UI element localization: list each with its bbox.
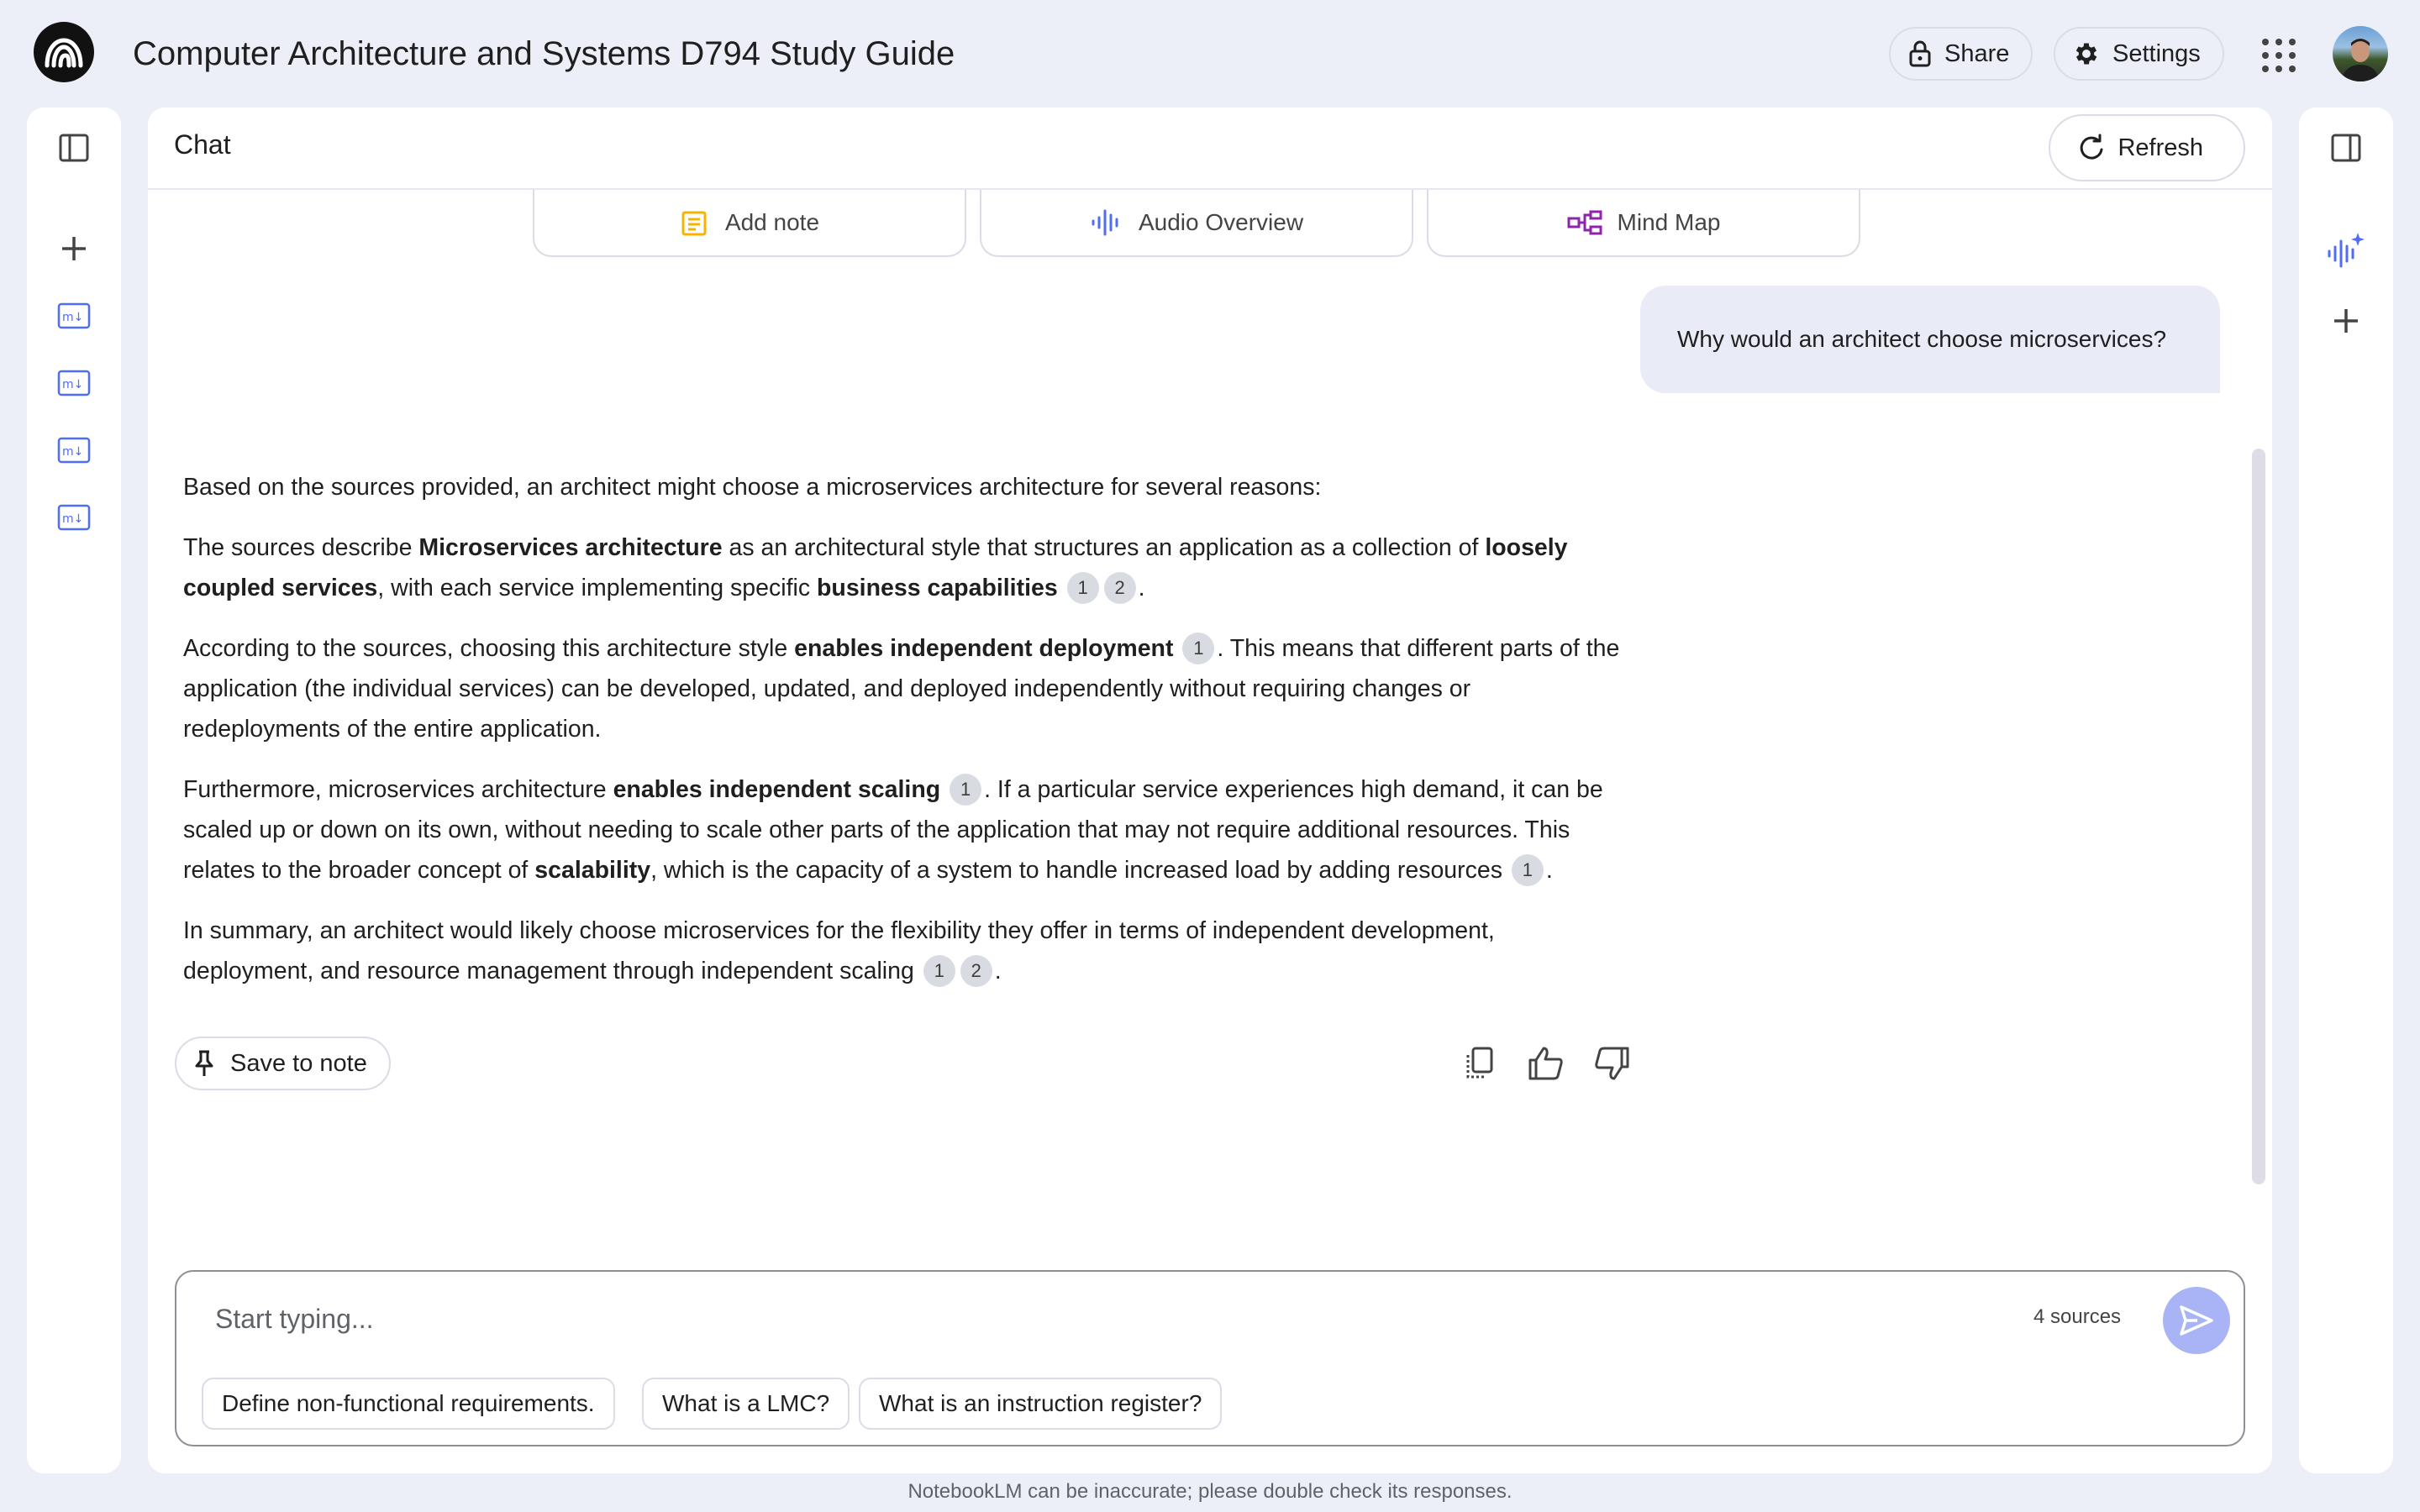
answer-bold-text: loosely coupled services	[183, 534, 1568, 601]
answer-paragraph	[183, 467, 1628, 507]
save-to-note-button[interactable]	[175, 1037, 391, 1090]
add-note-button[interactable]	[533, 190, 966, 257]
thumbs-up-icon[interactable]	[1526, 1043, 1566, 1084]
answer-text: . If a particular service experiences high demand, it can be scaled up or down on its own, without needing to scale other parts of the application that may not require additional resources. This relates to the broader concept of	[183, 776, 1603, 884]
sources-count: 4 sources	[2033, 1305, 2122, 1328]
share-button[interactable]	[1889, 27, 2033, 81]
chat-panel	[148, 108, 2272, 1473]
mind-map-label: Mind Map	[1617, 209, 1721, 235]
svg-text:m↓: m↓	[62, 378, 84, 391]
answer-text: Based on the sources provided, an architect might choose a microservices architecture for several reasons:	[183, 474, 1322, 501]
pin-icon	[192, 1049, 217, 1078]
answer-bold-text: enables independent scaling	[613, 776, 941, 803]
audio-overview-button[interactable]	[980, 190, 1413, 257]
send-icon	[2179, 1305, 2214, 1336]
avatar-photo	[2333, 26, 2388, 81]
chat-header	[148, 108, 2272, 190]
markdown-icon[interactable]	[55, 368, 92, 398]
answer-text: According to the sources, choosing this architecture style	[183, 635, 795, 662]
add-icon[interactable]	[55, 230, 92, 267]
sidebar-toggle-icon[interactable]	[55, 129, 92, 166]
citation-chip[interactable]: 2	[1104, 572, 1136, 604]
user-message-bubble	[1640, 286, 2220, 393]
settings-label: Settings	[2112, 39, 2201, 67]
answer-text: The sources describe	[183, 534, 419, 561]
markdown-icon[interactable]	[55, 301, 92, 331]
refresh-button[interactable]	[2049, 114, 2245, 181]
answer-text: , with each service implementing specific	[377, 575, 818, 601]
chat-input[interactable]	[215, 1297, 1938, 1341]
notebooklm-logo-icon	[44, 35, 84, 69]
answer-text: .	[1545, 857, 1553, 884]
note-icon	[680, 207, 710, 238]
disclaimer-text: NotebookLM can be inaccurate; please double check its responses.	[908, 1480, 1512, 1503]
add-note-label: Add note	[724, 209, 820, 235]
add-icon[interactable]	[2328, 302, 2365, 339]
copy-icon[interactable]	[1459, 1043, 1499, 1084]
mind-map-button[interactable]	[1427, 190, 1860, 257]
answer-paragraph	[183, 911, 1628, 991]
share-label: Share	[1944, 39, 2010, 67]
svg-text:m↓: m↓	[62, 311, 84, 324]
answer-bold-text: enables independent deployment	[794, 635, 1174, 662]
user-message-text: Why would an architect choose microservices?	[1677, 326, 2167, 352]
answer-paragraph	[183, 628, 1628, 749]
chat-title: Chat	[174, 129, 231, 160]
thumbs-down-icon[interactable]	[1591, 1043, 1632, 1084]
right-sidebar	[2299, 108, 2393, 1473]
sidebar-toggle-icon[interactable]	[2328, 129, 2365, 166]
answer-bold-text: Microservices architecture	[418, 534, 723, 561]
citation-chip[interactable]: 1	[950, 774, 981, 806]
citation-chip[interactable]: 1	[1512, 854, 1544, 886]
chat-scrollbar[interactable]	[2252, 449, 2265, 1184]
suggestion-chip[interactable]: What is a LMC?	[642, 1378, 850, 1430]
apps-grid-icon[interactable]	[2260, 37, 2294, 71]
answer-paragraph	[183, 528, 1628, 608]
answer-text: , which is the capacity of a system to handle increased load by adding resources	[650, 857, 1502, 884]
citation-chip[interactable]: 1	[923, 955, 955, 987]
markdown-icon[interactable]	[55, 502, 92, 533]
svg-text:m↓: m↓	[62, 445, 84, 459]
notebook-title[interactable]: Computer Architecture and Systems D794 Study Guide	[133, 35, 955, 72]
lock-icon	[1907, 39, 1933, 68]
audio-wave-icon	[1090, 207, 1123, 238]
gear-icon	[2072, 39, 2101, 68]
citation-chip[interactable]: 1	[1067, 572, 1099, 604]
save-to-note-label: Save to note	[230, 1049, 367, 1077]
citation-chip[interactable]: 2	[960, 955, 992, 987]
notebooklm-logo[interactable]	[34, 22, 94, 82]
svg-text:m↓: m↓	[62, 512, 84, 526]
answer-text: . This means that different parts of the application (the individual services) can be developed, updated, and deployed independently without requiring changes or redeployments of the entire application.	[183, 635, 1620, 743]
assistant-response	[183, 467, 1628, 1011]
answer-text: .	[994, 958, 1002, 984]
send-button[interactable]	[2163, 1287, 2230, 1354]
left-sidebar	[27, 108, 121, 1473]
chat-composer	[175, 1270, 2245, 1446]
suggestion-chip[interactable]: Define non-functional requirements.	[202, 1378, 615, 1430]
citation-chip[interactable]: 1	[1182, 633, 1214, 664]
markdown-icon[interactable]	[55, 435, 92, 465]
answer-text: Furthermore, microservices architecture	[183, 776, 613, 803]
refresh-icon	[2077, 134, 2106, 162]
answer-text: In summary, an architect would likely choose microservices for the flexibility they offer in terms of independent development, deployment, and resource management through independent scaling	[183, 917, 1495, 984]
mind-map-icon	[1567, 209, 1602, 236]
refresh-label: Refresh	[2118, 134, 2203, 161]
answer-bold-text: business capabilities	[817, 575, 1058, 601]
answer-text: .	[1138, 575, 1145, 601]
audio-overview-label: Audio Overview	[1138, 209, 1304, 235]
suggestion-chip[interactable]: What is an instruction register?	[859, 1378, 1222, 1430]
user-avatar[interactable]	[2333, 26, 2388, 81]
answer-paragraph	[183, 769, 1628, 890]
settings-button[interactable]	[2054, 27, 2224, 81]
answer-bold-text: scalability	[534, 857, 651, 884]
answer-text: as an architectural style that structures an application as a collection of	[722, 534, 1486, 561]
audio-sparkle-icon[interactable]	[2326, 230, 2366, 270]
